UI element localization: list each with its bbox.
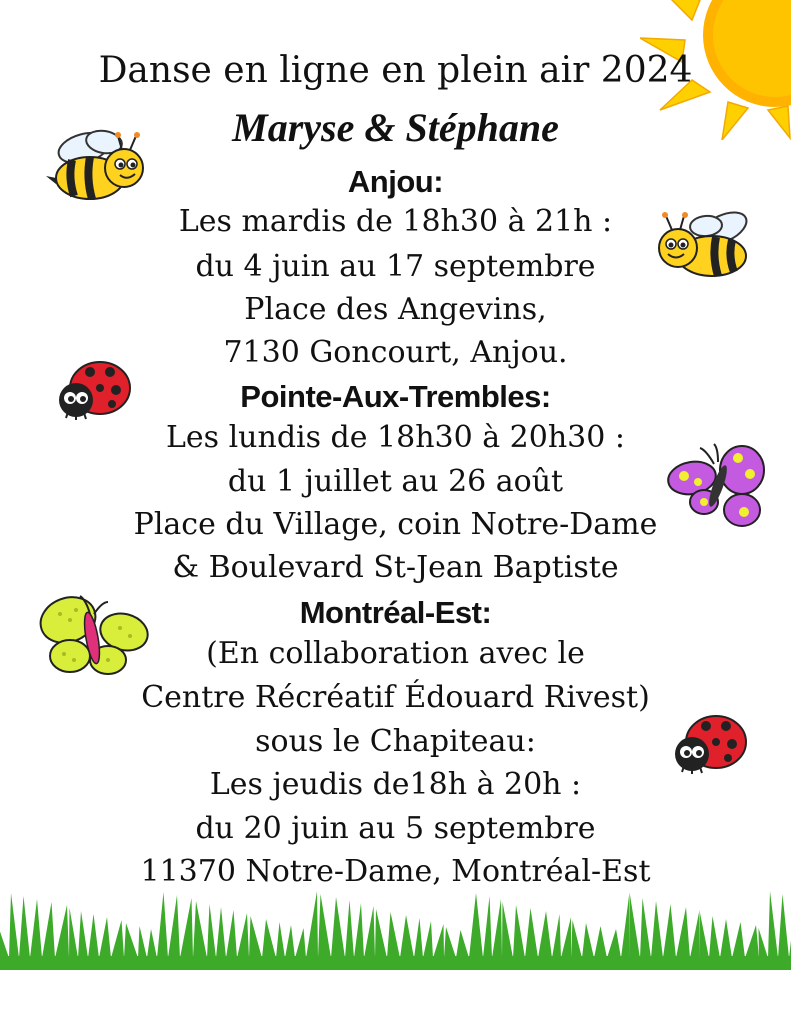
montreal-est-line: (En collaboration avec le bbox=[206, 636, 585, 671]
anjou-line: Les mardis de 18h30 à 21h : bbox=[178, 204, 613, 239]
section-heading-montreal-est: Montréal-Est: bbox=[299, 595, 492, 630]
montreal-est-line: Les jeudis de18h à 20h : bbox=[209, 767, 582, 802]
pat-line: Place du Village, coin Notre-Dame bbox=[133, 507, 658, 542]
section-heading-pointe-aux-trembles: Pointe-Aux-Trembles: bbox=[240, 379, 551, 414]
pat-line: du 1 juillet au 26 août bbox=[227, 464, 564, 499]
grass-icon bbox=[0, 886, 791, 970]
anjou-line: Place des Angevins, bbox=[244, 292, 547, 327]
anjou-line: du 4 juin au 17 septembre bbox=[195, 249, 596, 284]
pat-line: & Boulevard St-Jean Baptiste bbox=[172, 550, 619, 585]
montreal-est-line: 11370 Notre-Dame, Montréal-Est bbox=[140, 854, 651, 889]
montreal-est-line: du 20 juin au 5 septembre bbox=[195, 811, 596, 846]
section-heading-anjou: Anjou: bbox=[347, 164, 444, 199]
montreal-est-line: Centre Récréatif Édouard Rivest) bbox=[141, 680, 650, 715]
page-title: Danse en ligne en plein air 2024 bbox=[98, 50, 693, 91]
subtitle: Maryse & Stéphane bbox=[232, 105, 559, 150]
anjou-line: 7130 Goncourt, Anjou. bbox=[223, 335, 568, 370]
montreal-est-line: sous le Chapiteau: bbox=[255, 724, 536, 759]
pat-line: Les lundis de 18h30 à 20h30 : bbox=[165, 420, 625, 455]
